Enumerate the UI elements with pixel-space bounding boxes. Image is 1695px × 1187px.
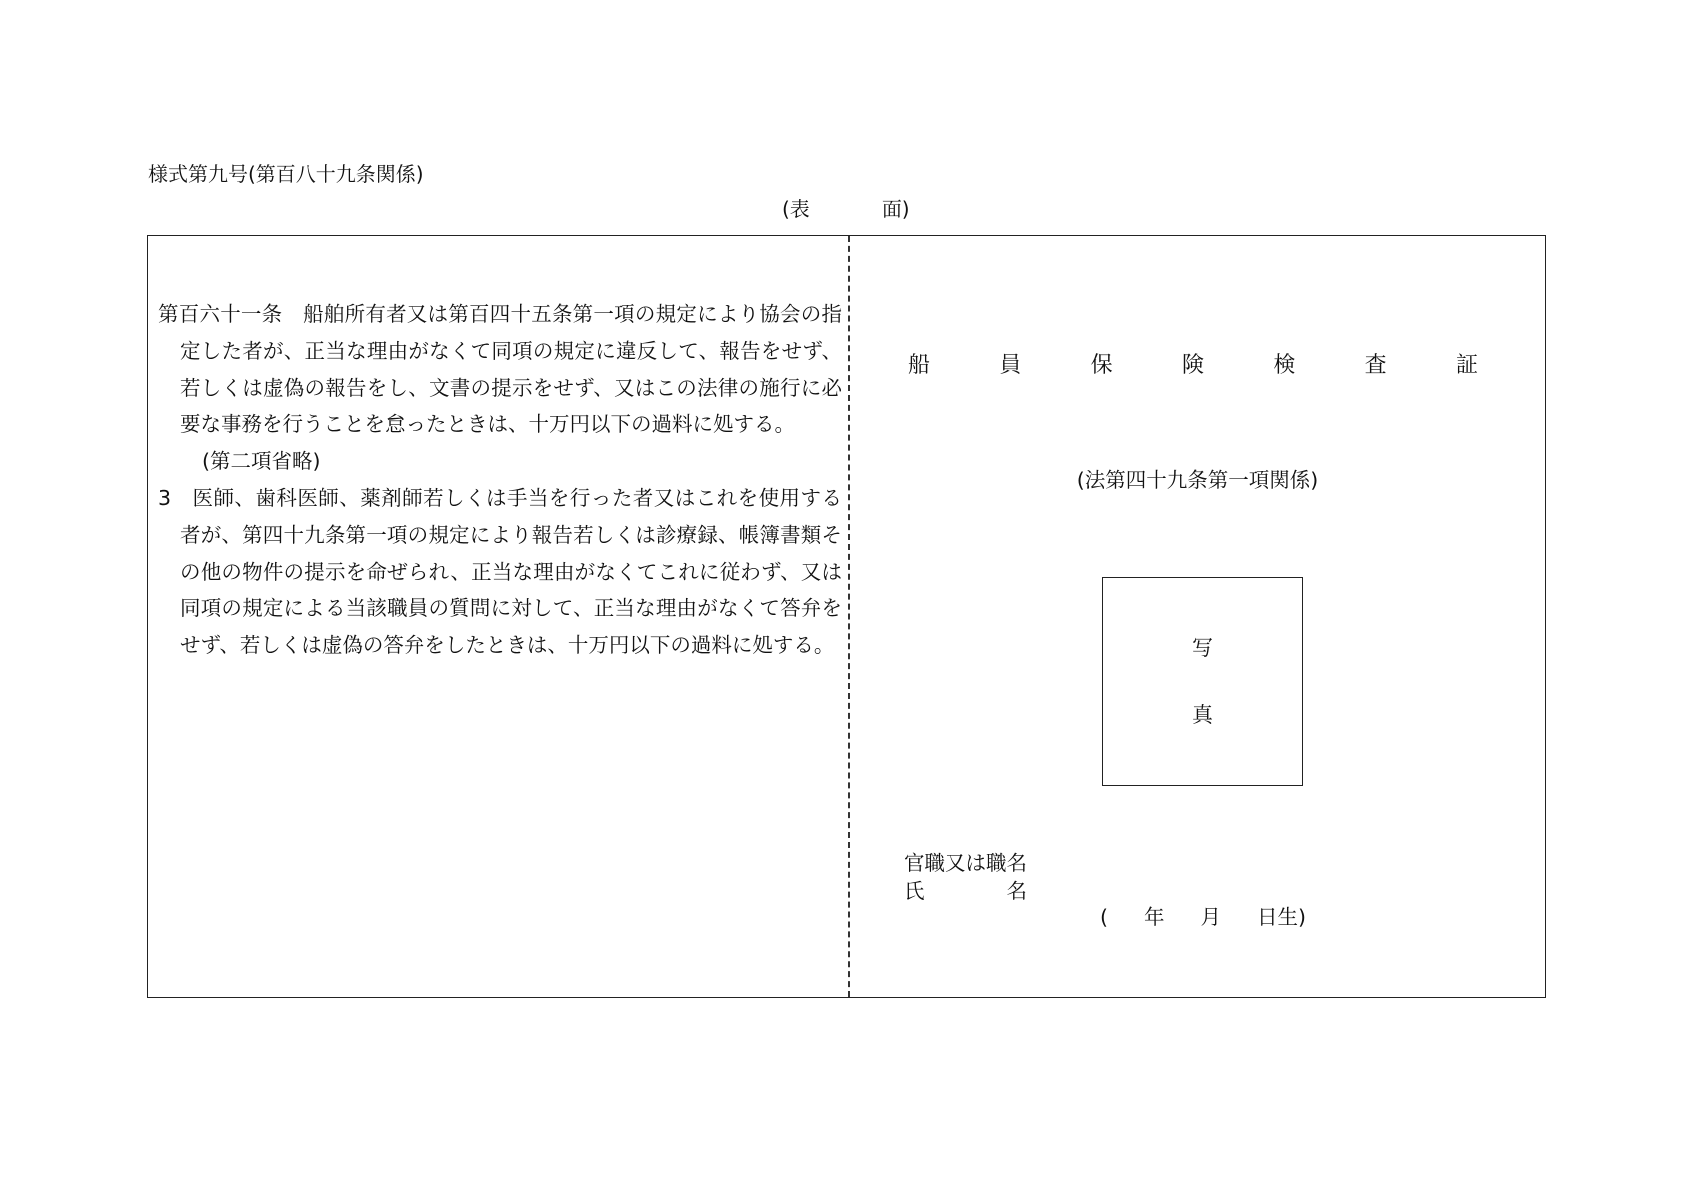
birth-open: ( (1100, 905, 1108, 929)
certificate-title (908, 348, 1478, 379)
fold-line (848, 236, 850, 997)
certificate-card (147, 235, 1546, 998)
title-char: 証 (1455, 353, 1478, 378)
title-char: 員 (999, 353, 1022, 378)
name-field-label (904, 874, 1027, 904)
article-161-text: 第百六十一条 船舶所有者又は第百四十五条第一項の規定により協会の指定した者が、正当な理由がなくて同項の規定に違反して、報告をせず、若しくは虚偽の報告をし、文書の提示をせず、又はこの法律の施行に必要な事務を行うことを怠ったときは、十万円以下の過料に処する。 (158, 302, 842, 437)
form-number: 様式第九号(第百八十九条関係) (148, 162, 424, 186)
birth-year-label: 年 (1144, 905, 1165, 929)
side-label-open: (表 (782, 197, 810, 221)
photo-box (1102, 577, 1303, 786)
photo-label-char: 真 (1192, 703, 1213, 727)
title-char: 査 (1364, 353, 1387, 378)
paragraph-3-text: 3 医師、歯科医師、薬剤師若しくは手当を行った者又はこれを使用する者が、第四十九条第一項の規定により報告若しくは診療録、帳簿書類その他の物件の提示を命ぜられ、正当な理由がなくてこれに従わず、又は同項の規定による当該職員の質問に対して、正当な理由がなくて答弁をせず、若しくは虚偽の答弁をしたときは、十万円以下の過料に処する。 (158, 485, 842, 658)
omitted-paragraph-note: (第二項省略) (202, 449, 321, 474)
title-char: 検 (1273, 353, 1296, 378)
photo-label-char: 写 (1192, 636, 1213, 660)
law-text-panel (158, 296, 842, 664)
name-label-first: 氏 (904, 879, 925, 903)
law-reference: (法第四十九条第一項関係) (1076, 468, 1319, 492)
title-char: 険 (1181, 353, 1204, 378)
position-field-label: 官職又は職名 (904, 851, 1027, 875)
birth-month-label: 月 (1200, 905, 1221, 929)
name-label-last: 名 (1006, 879, 1027, 903)
birth-date-field (1100, 900, 1306, 930)
title-char: 船 (908, 353, 931, 378)
side-label (782, 193, 910, 222)
title-char: 保 (1090, 353, 1113, 378)
side-label-close: 面) (881, 197, 910, 221)
birth-day-label: 日生) (1257, 905, 1306, 929)
